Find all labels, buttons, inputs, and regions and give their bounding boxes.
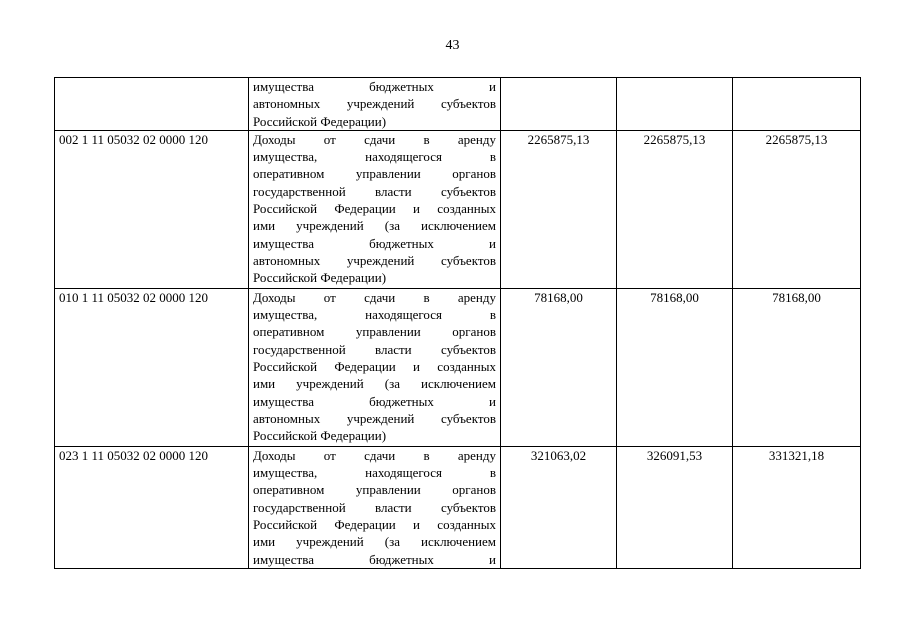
budget-code-cell: 023 1 11 05032 02 0000 120 bbox=[55, 446, 249, 568]
name-line: оперативном управлении органов bbox=[253, 166, 496, 182]
amount-year3-cell: 331321,18 bbox=[733, 446, 861, 568]
name-line: оперативном управлении органов bbox=[253, 324, 496, 340]
amount-year1-cell: 321063,02 bbox=[501, 446, 617, 568]
name-line: ими учреждений (за исключением bbox=[253, 376, 496, 392]
name-line: государственной власти субъектов bbox=[253, 183, 496, 199]
budget-code-cell bbox=[55, 78, 249, 131]
name-line: Российской Федерации) bbox=[253, 113, 387, 129]
name-line: ими учреждений (за исключением bbox=[253, 534, 496, 550]
name-line: Доходы от сдачи в аренду bbox=[253, 447, 496, 463]
amount-year1-cell: 2265875,13 bbox=[501, 130, 617, 288]
budget-code-cell: 010 1 11 05032 02 0000 120 bbox=[55, 288, 249, 446]
name-line: Российской Федерации и созданных bbox=[253, 517, 496, 533]
name-line: Российской Федерации и созданных bbox=[253, 201, 496, 217]
name-line: имущества, находящегося в bbox=[253, 149, 496, 165]
amount-year3-cell: 2265875,13 bbox=[733, 130, 861, 288]
name-line: государственной власти субъектов bbox=[253, 341, 496, 357]
revenue-name-cell bbox=[249, 78, 501, 131]
table-row bbox=[55, 446, 861, 568]
table-row bbox=[55, 130, 861, 288]
name-line: имущества бюджетных и bbox=[253, 79, 496, 94]
amount-year3-cell: 78168,00 bbox=[733, 288, 861, 446]
name-line: автономных учреждений субъектов bbox=[253, 252, 496, 268]
revenue-name-cell bbox=[249, 446, 501, 568]
amount-year2-cell: 2265875,13 bbox=[617, 130, 733, 288]
name-line: ими учреждений (за исключением bbox=[253, 218, 496, 234]
revenue-table-body bbox=[55, 78, 861, 569]
name-line: имущества бюджетных и bbox=[253, 551, 496, 567]
name-line: Доходы от сдачи в аренду bbox=[253, 131, 496, 147]
table-row bbox=[55, 288, 861, 446]
name-line: Российской Федерации) bbox=[253, 428, 387, 444]
amount-year2-cell bbox=[617, 78, 733, 131]
name-line: автономных учреждений субъектов bbox=[253, 410, 496, 426]
amount-year1-cell: 78168,00 bbox=[501, 288, 617, 446]
name-line: имущества бюджетных и bbox=[253, 393, 496, 409]
revenue-table bbox=[54, 77, 861, 569]
table-row bbox=[55, 78, 861, 131]
revenue-name-cell bbox=[249, 288, 501, 446]
name-line: имущества, находящегося в bbox=[253, 465, 496, 481]
amount-year1-cell bbox=[501, 78, 617, 131]
name-line: оперативном управлении органов bbox=[253, 482, 496, 498]
name-line: автономных учреждений субъектов bbox=[253, 96, 496, 112]
amount-year3-cell bbox=[733, 78, 861, 131]
name-line: Российской Федерации и созданных bbox=[253, 359, 496, 375]
name-line: Доходы от сдачи в аренду bbox=[253, 289, 496, 305]
budget-code-cell: 002 1 11 05032 02 0000 120 bbox=[55, 130, 249, 288]
page-number: 43 bbox=[445, 38, 460, 53]
name-line: имущества бюджетных и bbox=[253, 235, 496, 251]
name-line: Российской Федерации) bbox=[253, 270, 387, 286]
amount-year2-cell: 78168,00 bbox=[617, 288, 733, 446]
revenue-name-cell bbox=[249, 130, 501, 288]
name-line: имущества, находящегося в bbox=[253, 307, 496, 323]
name-line: государственной власти субъектов bbox=[253, 499, 496, 515]
amount-year2-cell: 326091,53 bbox=[617, 446, 733, 568]
